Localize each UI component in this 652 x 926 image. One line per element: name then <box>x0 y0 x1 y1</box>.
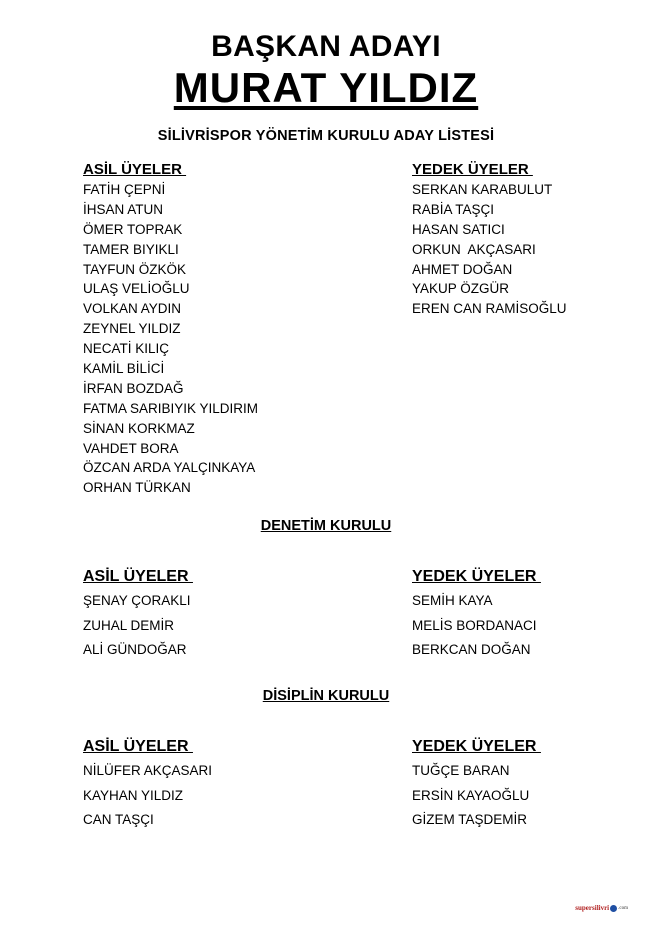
member-name: ŞENAY ÇORAKLI <box>83 593 191 608</box>
member-name: HASAN SATICI <box>412 221 505 237</box>
denetim-asil-column <box>83 565 193 663</box>
yonetim-yedek-list <box>412 180 567 319</box>
member-name: GİZEM TAŞDEMİR <box>412 812 528 827</box>
watermark-suffix: .com <box>618 905 628 911</box>
member-name: ORHAN TÜRKAN <box>83 480 191 496</box>
member-name: SERKAN KARABULUT <box>412 182 553 197</box>
member-name: İHSAN ATUN <box>83 201 164 217</box>
denetim-asil-heading: ASİL ÜYELER <box>83 568 193 585</box>
globe-icon <box>610 905 617 912</box>
member-name: VOLKAN AYDIN <box>83 301 182 317</box>
member-name: EREN CAN RAMİSOĞLU <box>412 301 567 317</box>
member-name: KAYHAN YILDIZ <box>83 787 184 803</box>
member-name: ÖZCAN ARDA YALÇINKAYA <box>83 460 256 476</box>
yonetim-asil-column <box>83 160 258 498</box>
member-name: AHMET DOĞAN <box>412 261 513 277</box>
member-name: ORKUN AKÇASARI <box>412 241 536 257</box>
candidate-role: BAŞKAN ADAYI <box>211 30 441 63</box>
watermark-name: supersilivri <box>575 904 610 912</box>
member-name: ERSİN KAYAOĞLU <box>412 787 530 803</box>
disiplin-yedek-list <box>412 759 541 833</box>
member-name: BERKCAN DOĞAN <box>412 642 531 657</box>
member-name: NECATİ KILIÇ <box>83 341 170 357</box>
member-name: İRFAN BOZDAĞ <box>83 380 184 396</box>
member-name: VAHDET BORA <box>83 440 179 456</box>
member-name: FATMA SARIBIYIK YILDIRIM <box>83 400 259 416</box>
disiplin-asil-column <box>83 735 212 833</box>
member-name: ALİ GÜNDOĞAR <box>83 642 187 657</box>
denetim-yedek-heading: YEDEK ÜYELER <box>412 568 541 585</box>
member-name: TUĞÇE BARAN <box>412 763 510 778</box>
disiplin-yedek-column <box>412 735 541 833</box>
member-name: FATİH ÇEPNİ <box>83 182 166 197</box>
candidate-name: MURAT YILDIZ <box>173 64 479 111</box>
member-name: ULAŞ VELİOĞLU <box>83 281 190 297</box>
yonetim-asil-list <box>83 180 258 498</box>
watermark <box>575 904 628 912</box>
member-name: RABİA TAŞÇI <box>412 201 495 217</box>
member-name: ÖMER TOPRAK <box>83 221 183 237</box>
member-name: TAYFUN ÖZKÖK <box>83 261 187 277</box>
denetim-yedek-list <box>412 589 541 663</box>
member-name: ZEYNEL YILDIZ <box>83 321 181 337</box>
disiplin-asil-list <box>83 759 212 833</box>
member-name: ZUHAL DEMİR <box>83 617 175 633</box>
denetim-asil-list <box>83 589 193 663</box>
yonetim-asil-heading: ASİL ÜYELER <box>83 161 187 178</box>
yonetim-yedek-column <box>412 160 567 319</box>
list-title: SİLİVRİSPOR YÖNETİM KURULU ADAY LİSTESİ <box>157 128 495 144</box>
member-name: TAMER BIYIKLI <box>83 241 179 257</box>
yonetim-yedek-heading: YEDEK ÜYELER <box>412 161 533 178</box>
member-name: SİNAN KORKMAZ <box>83 420 195 436</box>
disiplin-asil-heading: ASİL ÜYELER <box>83 738 193 755</box>
member-name: NİLÜFER AKÇASARI <box>83 763 213 778</box>
denetim-title: DENETİM KURULU <box>260 518 392 534</box>
member-name: CAN TAŞÇI <box>83 812 154 827</box>
member-name: MELİS BORDANACI <box>412 617 537 633</box>
denetim-yedek-column <box>412 565 541 663</box>
disiplin-yedek-heading: YEDEK ÜYELER <box>412 738 541 755</box>
member-name: KAMİL BİLİCİ <box>83 361 165 377</box>
member-name: SEMİH KAYA <box>412 593 493 608</box>
member-name: YAKUP ÖZGÜR <box>412 281 510 297</box>
disiplin-title: DİSİPLİN KURULU <box>262 688 390 704</box>
